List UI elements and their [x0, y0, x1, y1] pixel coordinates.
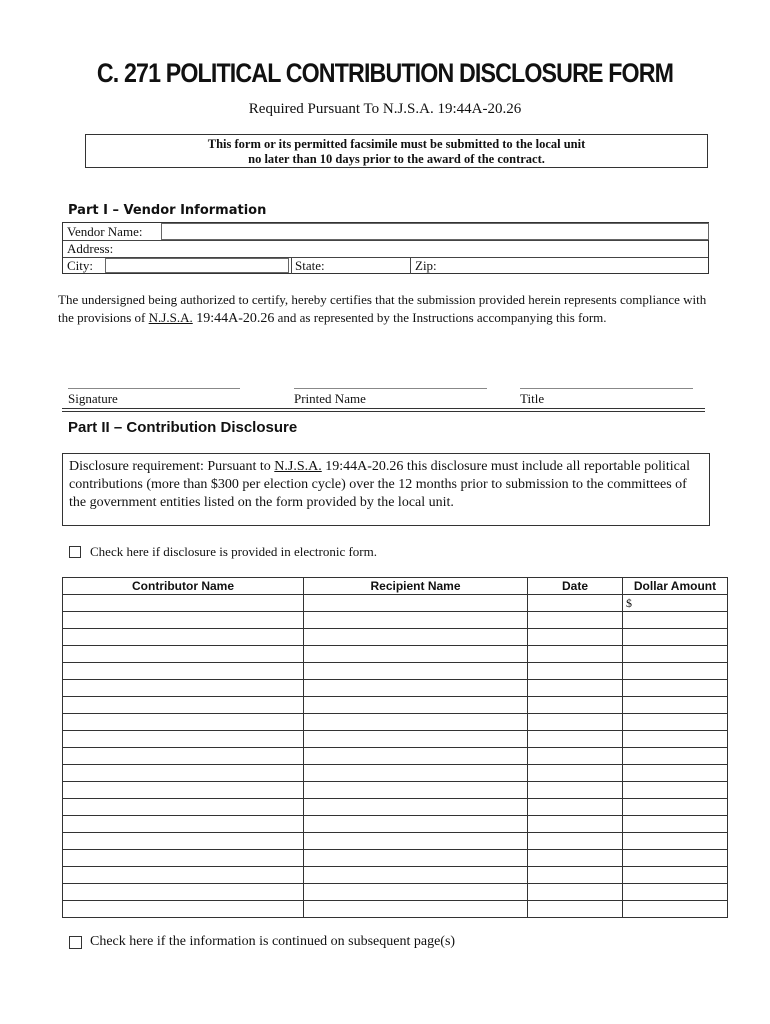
dollar-amount-cell[interactable]: [623, 799, 728, 816]
table-row: [63, 850, 728, 867]
certification-text-a: The undersigned being authorized to certify, hereby certifies that the submission provided herein represents compliance with the provisions of: [58, 292, 707, 325]
state-field[interactable]: [333, 257, 409, 273]
recipient-name-cell[interactable]: [304, 663, 528, 680]
table-row: [63, 816, 728, 833]
address-label: Address:: [67, 241, 114, 256]
dollar-amount-cell[interactable]: [623, 663, 728, 680]
submission-notice: [85, 134, 708, 168]
contributor-name-cell[interactable]: [63, 884, 304, 901]
contributor-name-cell[interactable]: [63, 731, 304, 748]
statute-number: 19:44A-20.26: [192, 310, 275, 326]
section-divider: [62, 408, 705, 409]
recipient-name-cell[interactable]: [304, 799, 528, 816]
table-header-row: [63, 578, 728, 595]
dollar-amount-cell[interactable]: $: [623, 595, 728, 612]
contribution-table: [62, 577, 728, 918]
date-cell[interactable]: [528, 765, 623, 782]
table-row: [63, 663, 728, 680]
header-dollar-amount: Dollar Amount: [623, 578, 728, 595]
dollar-amount-cell[interactable]: [623, 697, 728, 714]
contributor-name-cell[interactable]: [63, 612, 304, 629]
state-label: State:: [295, 258, 325, 273]
divider: [410, 257, 411, 274]
table-row: [63, 748, 728, 765]
contributor-name-cell[interactable]: [63, 663, 304, 680]
form-subtitle: Required Pursuant To N.J.S.A. 19:44A-20.26: [248, 101, 522, 117]
section-divider: [62, 411, 705, 412]
statute-reference: N.J.S.A.: [148, 309, 193, 325]
table-row: [63, 680, 728, 697]
zip-label: Zip:: [415, 258, 437, 273]
certification-statement: [58, 291, 713, 327]
title-label: Title: [520, 391, 545, 406]
statute-reference: N.J.S.A.: [274, 459, 322, 474]
recipient-name-cell[interactable]: [304, 782, 528, 799]
address-field[interactable]: [123, 240, 709, 256]
date-cell[interactable]: [528, 595, 623, 612]
signature-label: Signature: [68, 391, 118, 406]
electronic-form-checkbox-label: Check here if disclosure is provided in electronic form.: [90, 544, 377, 559]
recipient-name-cell[interactable]: [304, 833, 528, 850]
date-cell[interactable]: [528, 833, 623, 850]
dollar-amount-cell[interactable]: [623, 850, 728, 867]
vendor-name-row: [63, 223, 708, 240]
table-row: [63, 595, 728, 612]
disclosure-requirement-box: [62, 453, 710, 526]
recipient-name-cell[interactable]: [304, 697, 528, 714]
table-row: [63, 765, 728, 782]
notice-line-1: This form or its permitted facsimile must be submitted to the local unit: [207, 137, 586, 151]
zip-field[interactable]: [443, 257, 709, 273]
date-cell[interactable]: [528, 867, 623, 884]
city-state-zip-row: [63, 257, 708, 274]
dollar-amount-cell[interactable]: [623, 782, 728, 799]
contributor-name-cell[interactable]: [63, 833, 304, 850]
part1-heading: Part I – Vendor Information: [68, 203, 267, 218]
contributor-name-cell[interactable]: [63, 697, 304, 714]
date-cell[interactable]: [528, 748, 623, 765]
dollar-amount-cell[interactable]: [623, 816, 728, 833]
header-recipient-name: Recipient Name: [304, 578, 528, 595]
disclosure-text-a: Disclosure requirement: Pursuant to: [69, 459, 275, 474]
dollar-amount-cell[interactable]: [623, 731, 728, 748]
address-row: [63, 240, 708, 257]
table-row: [63, 833, 728, 850]
vendor-name-label: Vendor Name:: [67, 224, 143, 239]
table-row: [63, 697, 728, 714]
dollar-amount-cell[interactable]: [623, 901, 728, 918]
recipient-name-cell[interactable]: [304, 867, 528, 884]
dollar-amount-cell[interactable]: [623, 629, 728, 646]
dollar-amount-cell[interactable]: [623, 765, 728, 782]
recipient-name-cell[interactable]: [304, 595, 528, 612]
title-line[interactable]: [520, 388, 693, 389]
recipient-name-cell[interactable]: [304, 646, 528, 663]
dollar-amount-cell[interactable]: [623, 833, 728, 850]
table-row: [63, 782, 728, 799]
date-cell[interactable]: [528, 714, 623, 731]
vendor-name-field[interactable]: [161, 223, 709, 240]
city-field[interactable]: [105, 258, 289, 273]
recipient-name-cell[interactable]: [304, 748, 528, 765]
notice-line-2: no later than 10 days prior to the award of the contract.: [248, 152, 545, 166]
contributor-name-cell[interactable]: [63, 629, 304, 646]
date-cell[interactable]: [528, 612, 623, 629]
continued-pages-checkbox-label: Check here if the information is continued on subsequent page(s): [90, 934, 456, 949]
table-row: [63, 884, 728, 901]
contributor-name-cell[interactable]: [63, 867, 304, 884]
date-cell[interactable]: [528, 697, 623, 714]
contributor-name-cell[interactable]: [63, 765, 304, 782]
divider: [291, 257, 292, 274]
electronic-form-checkbox[interactable]: [69, 546, 81, 558]
contributor-name-cell[interactable]: [63, 714, 304, 731]
contributor-name-cell[interactable]: [63, 748, 304, 765]
header-contributor-name: Contributor Name: [63, 578, 304, 595]
date-cell[interactable]: [528, 731, 623, 748]
disclosure-text-b: 19:44A-20.26 this disclosure must include all reportable political contributions (more than $300 per election cycle) over the 12 months prior to submission to the committees of the government entities listed on the form provided by the local unit.: [69, 459, 690, 510]
contributor-name-cell[interactable]: [63, 816, 304, 833]
date-cell[interactable]: [528, 663, 623, 680]
recipient-name-cell[interactable]: [304, 901, 528, 918]
recipient-name-cell[interactable]: [304, 714, 528, 731]
contributor-name-cell[interactable]: [63, 799, 304, 816]
dollar-amount-cell[interactable]: [623, 884, 728, 901]
date-cell[interactable]: [528, 816, 623, 833]
contributor-name-cell[interactable]: [63, 595, 304, 612]
table-row: [63, 629, 728, 646]
table-row: [63, 731, 728, 748]
recipient-name-cell[interactable]: [304, 731, 528, 748]
printed-name-label: Printed Name: [294, 391, 366, 406]
dollar-amount-cell[interactable]: [623, 714, 728, 731]
printed-name-line[interactable]: [294, 388, 487, 389]
part2-heading: Part II – Contribution Disclosure: [68, 419, 298, 436]
date-cell[interactable]: [528, 799, 623, 816]
dollar-amount-cell[interactable]: [623, 612, 728, 629]
recipient-name-cell[interactable]: [304, 884, 528, 901]
table-row: [63, 901, 728, 918]
table-row: [63, 612, 728, 629]
contributor-name-cell[interactable]: [63, 680, 304, 697]
dollar-amount-cell[interactable]: [623, 748, 728, 765]
signature-line[interactable]: [68, 388, 240, 389]
date-cell[interactable]: [528, 901, 623, 918]
dollar-amount-cell[interactable]: [623, 867, 728, 884]
date-cell[interactable]: [528, 646, 623, 663]
header-date: Date: [528, 578, 623, 595]
recipient-name-cell[interactable]: [304, 850, 528, 867]
table-row: [63, 646, 728, 663]
recipient-name-cell[interactable]: [304, 680, 528, 697]
contributor-name-cell[interactable]: [63, 646, 304, 663]
vendor-information-box: [62, 222, 709, 274]
recipient-name-cell[interactable]: [304, 816, 528, 833]
dollar-amount-cell[interactable]: [623, 680, 728, 697]
table-row: [63, 867, 728, 884]
contributor-name-cell[interactable]: [63, 850, 304, 867]
dollar-amount-cell[interactable]: [623, 646, 728, 663]
city-label: City:: [67, 258, 94, 273]
date-cell[interactable]: [528, 884, 623, 901]
continued-pages-checkbox[interactable]: [69, 936, 82, 949]
date-cell[interactable]: [528, 850, 623, 867]
certification-text-b: and as represented by the Instructions accompanying this form.: [274, 309, 607, 325]
table-row: [63, 799, 728, 816]
recipient-name-cell[interactable]: [304, 629, 528, 646]
contributor-name-cell[interactable]: [63, 901, 304, 918]
recipient-name-cell[interactable]: [304, 612, 528, 629]
date-cell[interactable]: [528, 629, 623, 646]
contributor-name-cell[interactable]: [63, 782, 304, 799]
table-row: [63, 714, 728, 731]
form-title: C. 271 POLITICAL CONTRIBUTION DISCLOSURE FORM: [96, 58, 674, 88]
date-cell[interactable]: [528, 680, 623, 697]
date-cell[interactable]: [528, 782, 623, 799]
recipient-name-cell[interactable]: [304, 765, 528, 782]
